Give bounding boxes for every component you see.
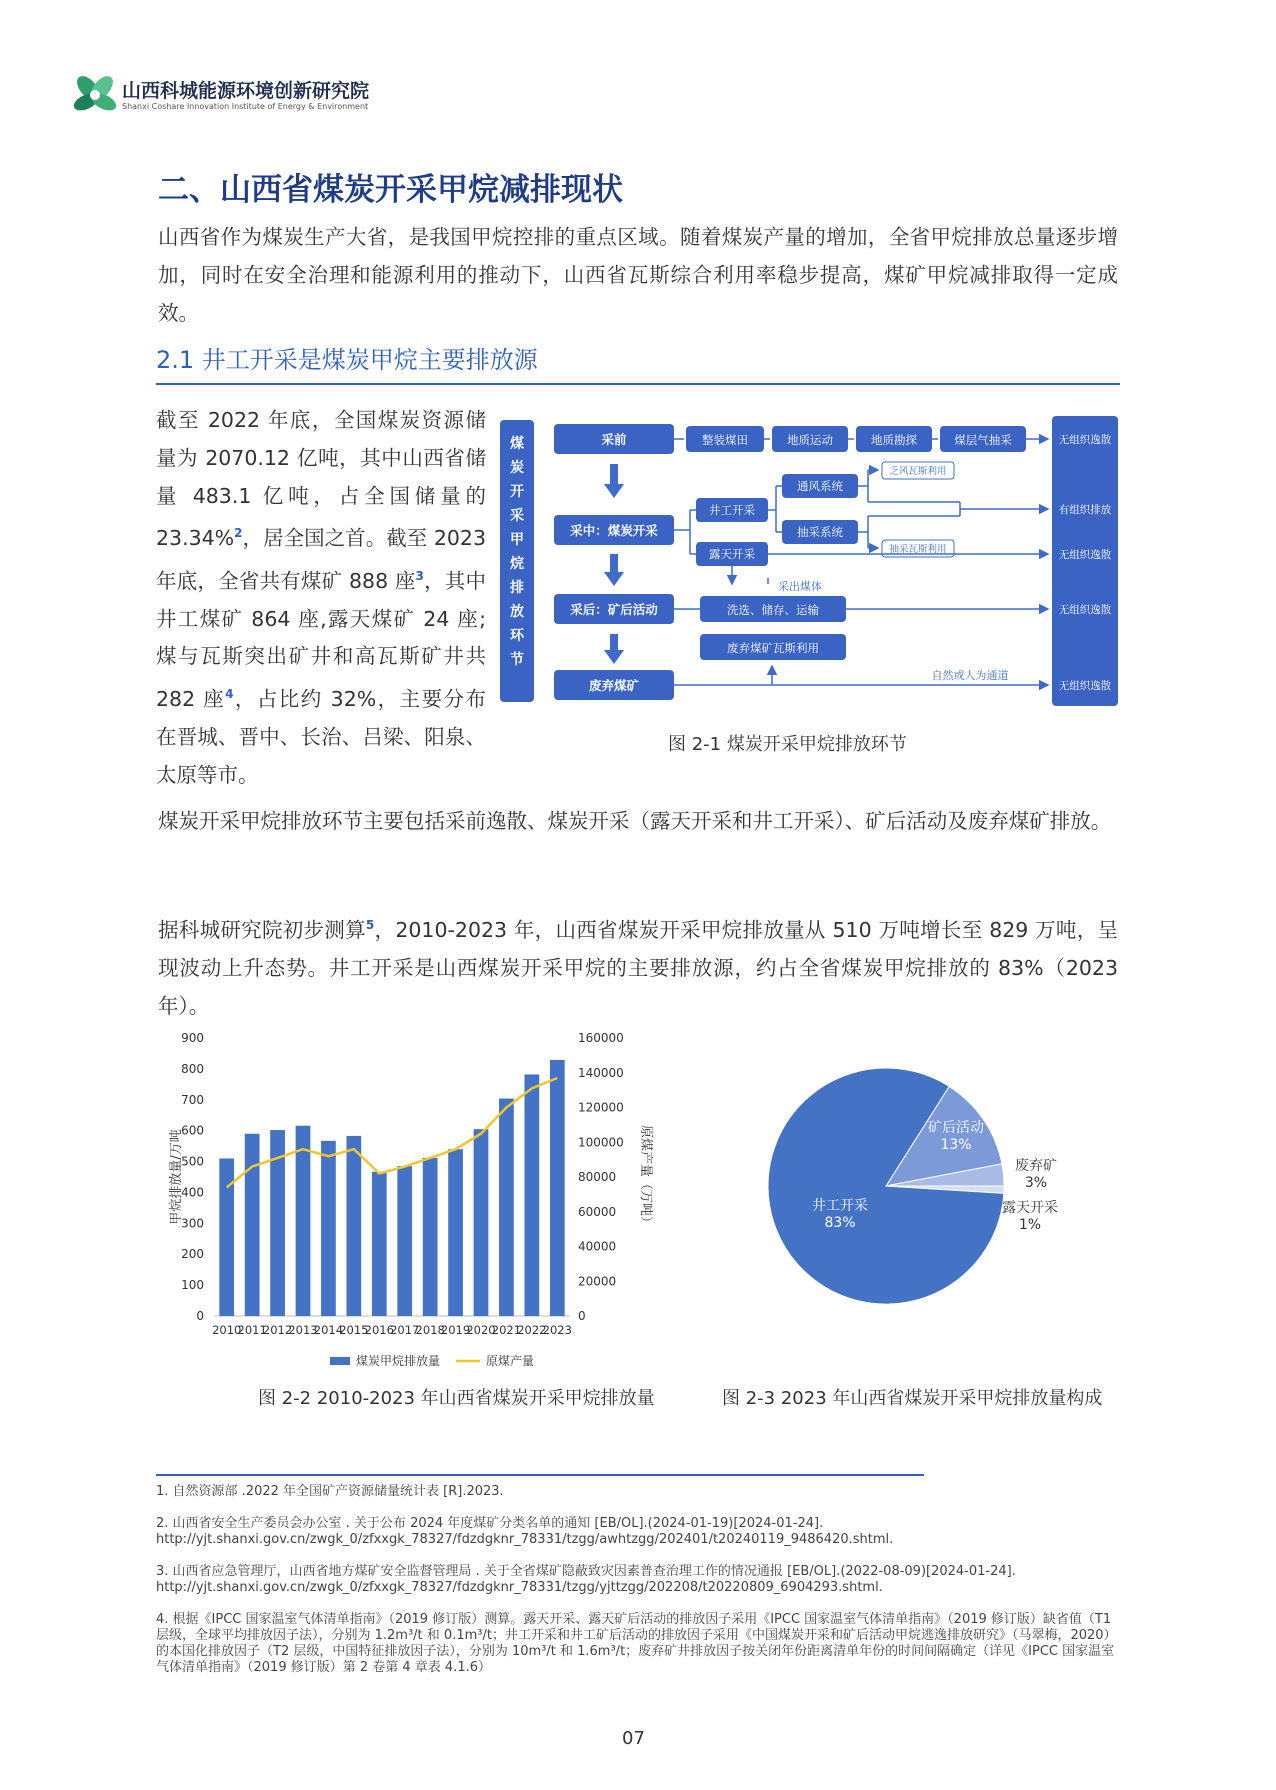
footnote-ref-3[interactable]: 3	[415, 569, 424, 584]
bar-2011	[245, 1134, 260, 1316]
reserve-text-3: ，其中井工煤矿 864 座,露天煤矿 24 座;煤与瓦斯突出矿井和高瓦斯矿井共 282 座	[156, 568, 486, 712]
figure-2-1-caption: 图 2-1 煤炭开采甲烷排放环节	[668, 734, 907, 755]
y-tick-label: 800	[181, 1061, 204, 1076]
y2-tick-label: 0	[578, 1309, 586, 1323]
pre-step-2: 地质运动	[787, 433, 833, 447]
estimate-paragraph	[158, 906, 1118, 1025]
estimate-text-2: ，2010-2023 年，山西省煤炭开采甲烷排放量从 510 万吨增长至 829 万吨，呈现波动上升态势。井工开采是山西煤炭开采甲烷的主要排放源，约占全省煤炭甲烷排放的 83%（2023 年）。	[158, 917, 1118, 1018]
y-tick-label: 400	[181, 1185, 204, 1200]
footnote-ref-4[interactable]: 4	[225, 687, 234, 702]
x-tick-label: 2014	[313, 1323, 344, 1337]
y2-tick-label: 60000	[578, 1204, 617, 1219]
footnote-3	[156, 1564, 1126, 1596]
pre-mining-chain	[674, 426, 1048, 452]
pie-label: 废弃矿	[1015, 1158, 1057, 1174]
ventilation-system-label: 通风系统	[797, 479, 843, 493]
y2-tick-label: 80000	[578, 1170, 617, 1184]
institute-logo	[72, 72, 372, 122]
mining-branch	[674, 462, 1048, 593]
logo-org-name-en: Shanxi Coshare Innovation Institute of Energy & Environment	[122, 102, 369, 111]
leaf-logo-icon	[72, 72, 118, 118]
y-tick-label: 100	[181, 1278, 204, 1293]
output-3: 无组织逸散	[1058, 549, 1112, 561]
bar-2018	[423, 1158, 438, 1316]
side-label-char: 烷	[510, 556, 524, 572]
y2-tick-label: 20000	[578, 1274, 617, 1289]
side-label-char: 放	[510, 604, 524, 620]
reserve-text-2: ，居全国之首。截至 2023 年底，全省共有煤矿 888 座	[156, 526, 486, 593]
footnote-rule	[156, 1474, 924, 1476]
x-tick-label: 2015	[339, 1323, 369, 1337]
x-tick-label: 2013	[288, 1323, 318, 1337]
y2-axis-title: 原煤产量（万吨）	[638, 1124, 653, 1230]
side-label-char: 炭	[510, 460, 524, 476]
footnote-ref-5[interactable]: 5	[365, 918, 375, 932]
figure-2-2-caption: 图 2-2 2010-2023 年山西省煤炭开采甲烷排放量	[258, 1388, 655, 1409]
post-mining-branch	[674, 596, 1048, 685]
footnote-4-text: 4. 根据《IPCC 国家温室气体清单指南》（2019 修订版）测算。露天开采、露天矿后活动的排放因子采用《IPCC 国家温室气体清单指南》（2019 修订版）缺省值（T1 层级，全球平均排放因子法），分别为 1.2m³/t 和 0.1m³/t；井工开采和井工矿后活动的排放因子采用《中国煤炭开采和矿后活动甲烷逃逸排放研究》（马翠梅，2020）的本国化排放因子（T2 层级，中国特征排放因子法），分别为 10m³/t 和 1.6m³/t；废弃矿井排放因子按关闭年份距离清单年份的时间间隔确定（详见《IPCC 国家温室气体清单指南》（2019 修订版）第 2 卷第 4 章表 4.1.6）	[156, 1612, 1117, 1675]
side-label-char: 节	[510, 652, 524, 668]
abandoned-gas-utilization-label: 废弃煤矿瓦斯利用	[727, 641, 819, 655]
x-tick-label: 2021	[491, 1323, 522, 1337]
emission-combo-chart	[160, 1014, 720, 1374]
output-1: 无组织逸散	[1058, 434, 1112, 446]
y2-tick-label: 120000	[578, 1100, 624, 1115]
side-label-char: 甲	[510, 532, 524, 548]
page-number: 07	[622, 1728, 645, 1749]
reserve-paragraph	[156, 402, 486, 794]
extracted-coal-label: 采出煤体	[778, 580, 822, 593]
bar-2015	[346, 1136, 361, 1316]
footnote-2-url[interactable]: http://yjt.shanxi.gov.cn/zwgk_0/zfxxgk_78327/fdzdgknr_78331/tzgg/awhtzgg/202401/t20240119_9486420.shtml.	[156, 1532, 894, 1547]
side-label-char: 开	[510, 484, 524, 500]
y2-tick-label: 40000	[578, 1239, 617, 1254]
footnote-ref-2[interactable]: 2	[234, 526, 243, 541]
pie-label: 矿后活动	[928, 1120, 984, 1136]
bar-2022	[524, 1074, 539, 1316]
emission-flow-diagram	[500, 412, 1130, 718]
y-tick-label: 600	[181, 1123, 204, 1138]
section-title: 二、山西省煤炭开采甲烷减排现状	[158, 172, 623, 208]
x-tick-label: 2011	[237, 1323, 267, 1337]
y-tick-label: 0	[196, 1309, 204, 1323]
footnote-3-url[interactable]: http://yjt.shanxi.gov.cn/zwgk_0/zfxxgk_78327/fdzdgknr_78331/tzgg/yjttzgg/202208/t20220809_6904293.shtml.	[156, 1580, 883, 1595]
x-tick-label: 2016	[364, 1323, 394, 1337]
side-label-char: 排	[510, 580, 524, 596]
bar-2019	[448, 1149, 463, 1316]
stage-post-label: 采后：矿后活动	[570, 602, 658, 617]
x-tick-label: 2018	[415, 1323, 445, 1337]
y-tick-label: 900	[181, 1031, 204, 1045]
bar-2014	[321, 1141, 336, 1316]
x-tick-label: 2019	[440, 1323, 471, 1337]
footnote-3-line-1: 3. 山西省应急管理厅，山西省地方煤矿安全监督管理局 . 关于全省煤矿隐蔽致灾因素普查治理工作的情况通报 [EB/OL].(2022-08-09)[2024-01-24].	[156, 1564, 1016, 1579]
output-2: 有组织排放	[1058, 504, 1112, 516]
natural-channel-label: 自然或人为通道	[931, 669, 1009, 682]
pre-step-1: 整装煤田	[702, 433, 748, 447]
stage-mining-label: 采中：煤炭开采	[570, 523, 658, 538]
footnote-2-line-1: 2. 山西省安全生产委员会办公室 . 关于公布 2024 年度煤矿分类名单的通知 [EB/OL].(2024-01-19)[2024-01-24].	[156, 1516, 824, 1531]
pie-percent: 3%	[1024, 1175, 1048, 1191]
bar-2023	[550, 1060, 565, 1316]
bar-2017	[397, 1166, 412, 1316]
drained-gas-utilization-label: 抽采瓦斯利用	[889, 544, 947, 555]
vent-air-utilization-label: 乏风瓦斯利用	[889, 466, 947, 477]
underground-mining-label: 井工开采	[709, 503, 755, 517]
footnote-1	[156, 1484, 1126, 1500]
side-label-char: 煤	[510, 436, 524, 452]
stage-pre-label: 采前	[601, 432, 627, 447]
side-label-char: 环	[510, 628, 524, 644]
output-4: 无组织逸散	[1058, 604, 1112, 616]
y-tick-label: 500	[181, 1154, 204, 1169]
y-tick-label: 700	[181, 1092, 204, 1107]
intro-paragraph: 山西省作为煤炭生产大省，是我国甲烷控排的重点区域。随着煤炭产量的增加，全省甲烷排放总量逐步增加，同时在安全治理和能源利用的推动下，山西省瓦斯综合利用率稳步提高，煤矿甲烷减排取得一定成效。	[158, 225, 1118, 325]
stage-down-arrows	[604, 464, 624, 664]
legend-bar-label: 煤炭甲烷排放量	[356, 1354, 441, 1368]
footnote-1-line: 1. 自然资源部 .2022 年全国矿产资源储量统计表 [R].2023.	[156, 1484, 504, 1499]
drainage-system-label: 抽采系统	[797, 525, 843, 539]
x-tick-label: 2022	[517, 1323, 547, 1337]
subsection-title: 2.1 井工开采是煤炭甲烷主要排放源	[156, 346, 538, 374]
legend-bar-swatch	[330, 1357, 350, 1365]
x-tick-label: 2020	[466, 1323, 496, 1337]
y-tick-label: 300	[181, 1216, 204, 1231]
figure-2-3-caption: 图 2-3 2023 年山西省煤炭开采甲烷排放量构成	[722, 1388, 1103, 1409]
footnote-4	[156, 1612, 1126, 1676]
y2-tick-label: 140000	[578, 1065, 624, 1080]
pie-percent: 83%	[824, 1215, 856, 1231]
x-tick-label: 2023	[542, 1323, 572, 1337]
reserve-text-4: ，占比约 32%，主要分布在晋城、晋中、长治、吕梁、阳泉、太原等市。	[156, 687, 486, 787]
pre-step-4: 煤层气抽采	[954, 433, 1012, 447]
emission-composition-pie	[760, 1060, 1120, 1320]
output-5: 无组织逸散	[1058, 680, 1112, 692]
logo-org-name: 山西科城能源环境创新研究院	[122, 80, 370, 102]
subsection-rule	[156, 383, 1120, 385]
bar-2020	[474, 1129, 489, 1316]
post-processing-label: 洗选、储存、运输	[727, 603, 819, 617]
bar-2016	[372, 1172, 387, 1316]
surface-mining-label: 露天开采	[709, 547, 755, 561]
pie-percent: 1%	[1018, 1217, 1042, 1233]
pie-label: 井工开采	[812, 1198, 868, 1214]
stage-abandoned-label: 废弃煤矿	[588, 678, 640, 693]
bar-2021	[499, 1099, 514, 1316]
pie-percent: 13%	[940, 1137, 972, 1153]
y2-tick-label: 100000	[578, 1135, 624, 1150]
side-label-char: 采	[510, 508, 524, 524]
reserve-text-1: 截至 2022 年底，全国煤炭资源储量为 2070.12 亿吨，其中山西省储量 483.1 亿吨，占全国储量的 23.34%	[156, 408, 486, 551]
emission-outputs	[1052, 416, 1118, 706]
emission-stages-paragraph: 煤炭开采甲烷排放环节主要包括采前逸散、煤炭开采（露天开采和井工开采）、矿后活动及废弃煤矿排放。	[158, 809, 1112, 833]
footnote-2	[156, 1516, 1126, 1548]
legend-line-label: 原煤产量	[486, 1354, 535, 1368]
x-tick-label: 2012	[262, 1323, 293, 1337]
x-tick-label: 2010	[212, 1323, 242, 1337]
y-tick-label: 200	[181, 1247, 204, 1262]
pie-label: 露天开采	[1002, 1200, 1058, 1216]
x-tick-label: 2017	[390, 1323, 420, 1337]
bar-2013	[296, 1126, 311, 1316]
estimate-text-1: 据科城研究院初步测算	[158, 917, 366, 942]
y2-tick-label: 160000	[578, 1031, 624, 1045]
pre-step-3: 地质勘探	[871, 433, 917, 447]
y-axis-title: 甲烷排放量/万吨	[169, 1129, 184, 1225]
